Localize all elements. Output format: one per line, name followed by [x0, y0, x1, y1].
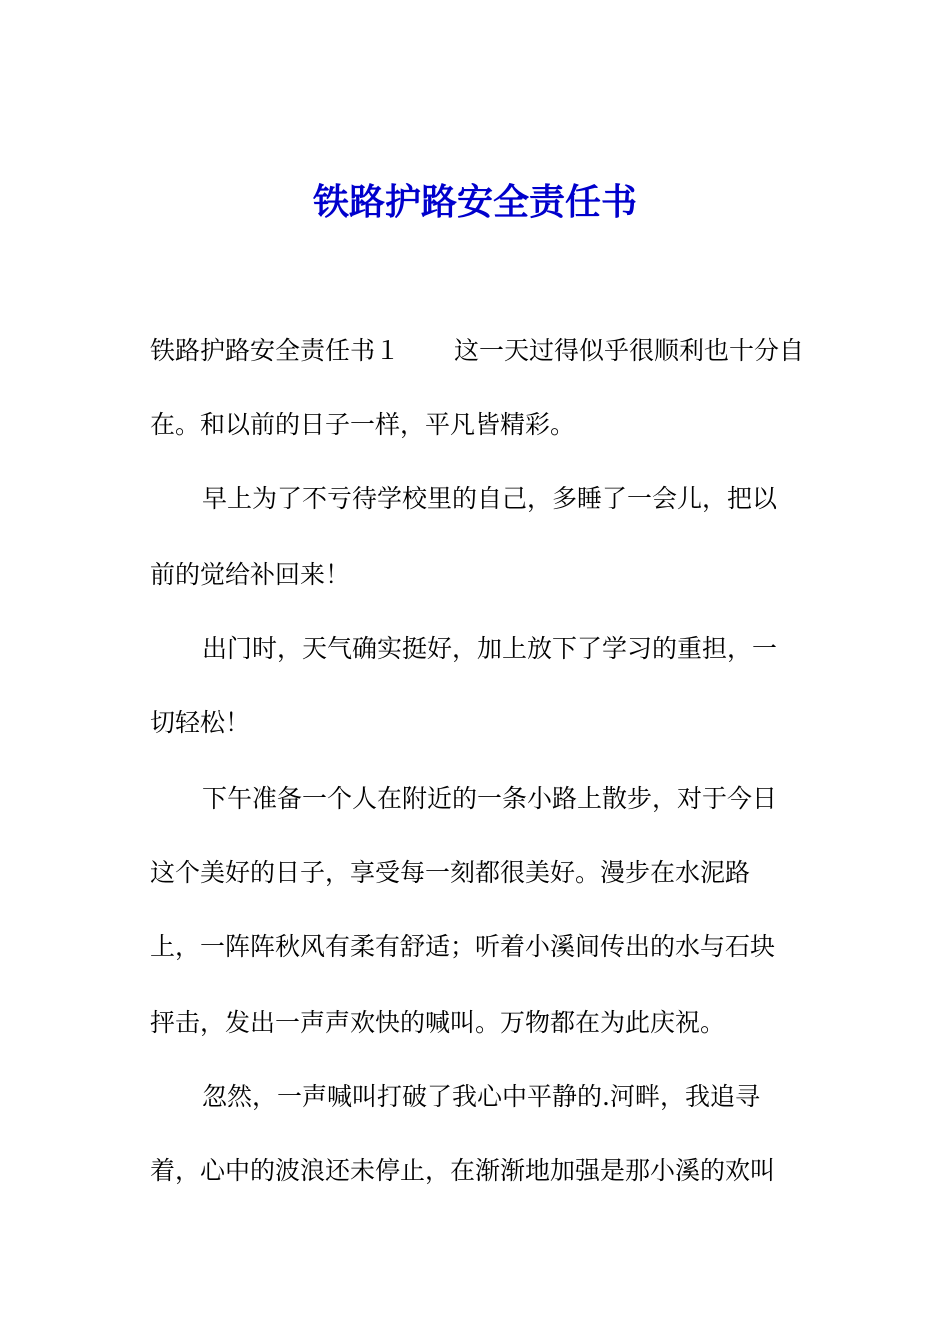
text-line	[150, 1154, 775, 1188]
line-text: 忽然，一声喊叫打破了我心中平静的.河畔，我追寻	[202, 1082, 760, 1111]
paragraph-first-line	[202, 632, 777, 666]
line-text: 这一天过得似乎很顺利也十分自	[454, 336, 805, 365]
text-line	[150, 1006, 725, 1040]
paragraph-first-line	[202, 782, 777, 816]
text-line	[150, 706, 250, 740]
line-text: 着，心中的波浪还未停止，在渐渐地加强是那小溪的欢叫	[150, 1156, 776, 1185]
text-line	[150, 334, 804, 368]
line-text: 出门时，天气确实挺好，加上放下了学习的重担，一	[202, 634, 778, 663]
line-text: 这个美好的日子，享受每一刻都很美好。漫步在水泥路	[150, 858, 751, 887]
line-text: 切轻松！	[150, 708, 251, 737]
line-text: 早上为了不亏待学校里的自己，多睡了一会儿，把以	[202, 484, 778, 513]
paragraph-first-line	[202, 482, 777, 516]
text-line	[150, 408, 575, 442]
paragraph-first-line	[202, 1080, 760, 1114]
line-text: 前的觉给补回来！	[150, 560, 351, 589]
line-text: 上，一阵阵秋风有柔有舒适；听着小溪间传出的水与石块	[150, 932, 776, 961]
text-line	[150, 856, 750, 890]
text-line	[150, 558, 350, 592]
text-line	[150, 930, 775, 964]
line-text: 在。和以前的日子一样，平凡皆精彩。	[150, 410, 576, 439]
section-heading: 铁路护路安全责任书１	[150, 336, 401, 365]
line-text: 抨击，发出一声声欢快的喊叫。万物都在为此庆祝。	[150, 1008, 726, 1037]
line-text: 下午准备一个人在附近的一条小路上散步，对于今日	[202, 784, 778, 813]
document-title: 铁路护路安全责任书	[312, 181, 637, 223]
